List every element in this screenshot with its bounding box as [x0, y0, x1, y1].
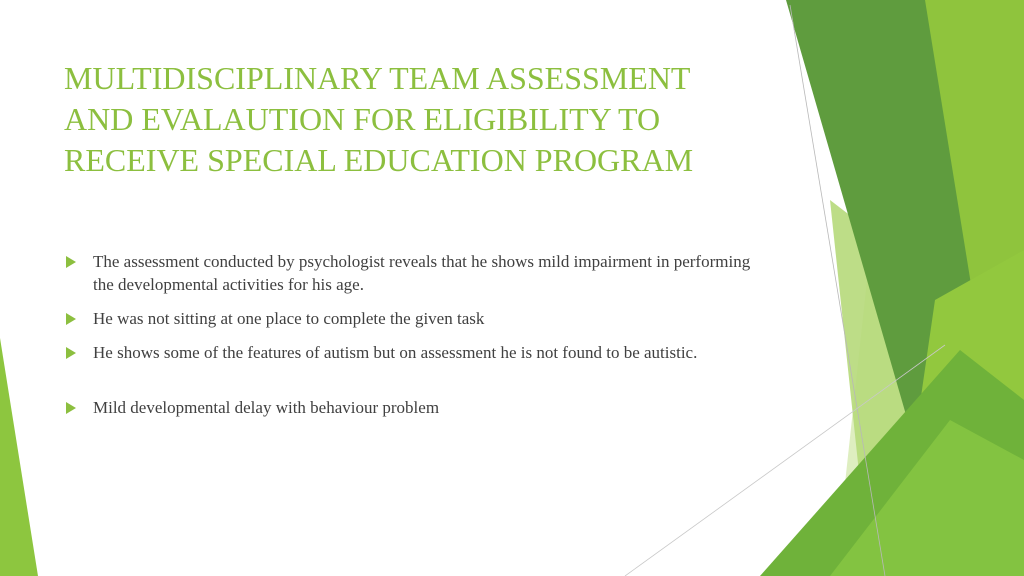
bullet-text: He shows some of the features of autism but on assessment he is not found to be autistic. — [93, 343, 698, 362]
bullet-list — [64, 250, 764, 430]
title-line-3: RECEIVE SPECIAL EDUCATION PROGRAM — [64, 142, 694, 178]
bullet-text: The assessment conducted by psychologist reveals that he shows mild impairment in performing the developmental activities for his age. — [93, 252, 751, 294]
bullet-item — [64, 307, 764, 330]
bullet-item — [64, 250, 764, 296]
left-edge-shape — [0, 338, 38, 576]
title-line-2: AND EVALAUTION FOR ELIGIBILITY TO — [64, 101, 661, 137]
triangle-right-icon — [66, 347, 76, 359]
triangle-right-icon — [66, 256, 76, 268]
bullet-text: He was not sitting at one place to complete the given task — [93, 309, 485, 328]
triangle-right-icon — [66, 402, 76, 414]
bullet-item — [64, 396, 764, 419]
triangle-right-icon — [66, 313, 76, 325]
bullet-text: Mild developmental delay with behaviour problem — [93, 398, 440, 417]
slide-title — [64, 58, 764, 181]
title-line-1: MULTIDISCIPLINARY TEAM ASSESSMENT — [64, 60, 691, 96]
bullet-item — [64, 341, 764, 364]
